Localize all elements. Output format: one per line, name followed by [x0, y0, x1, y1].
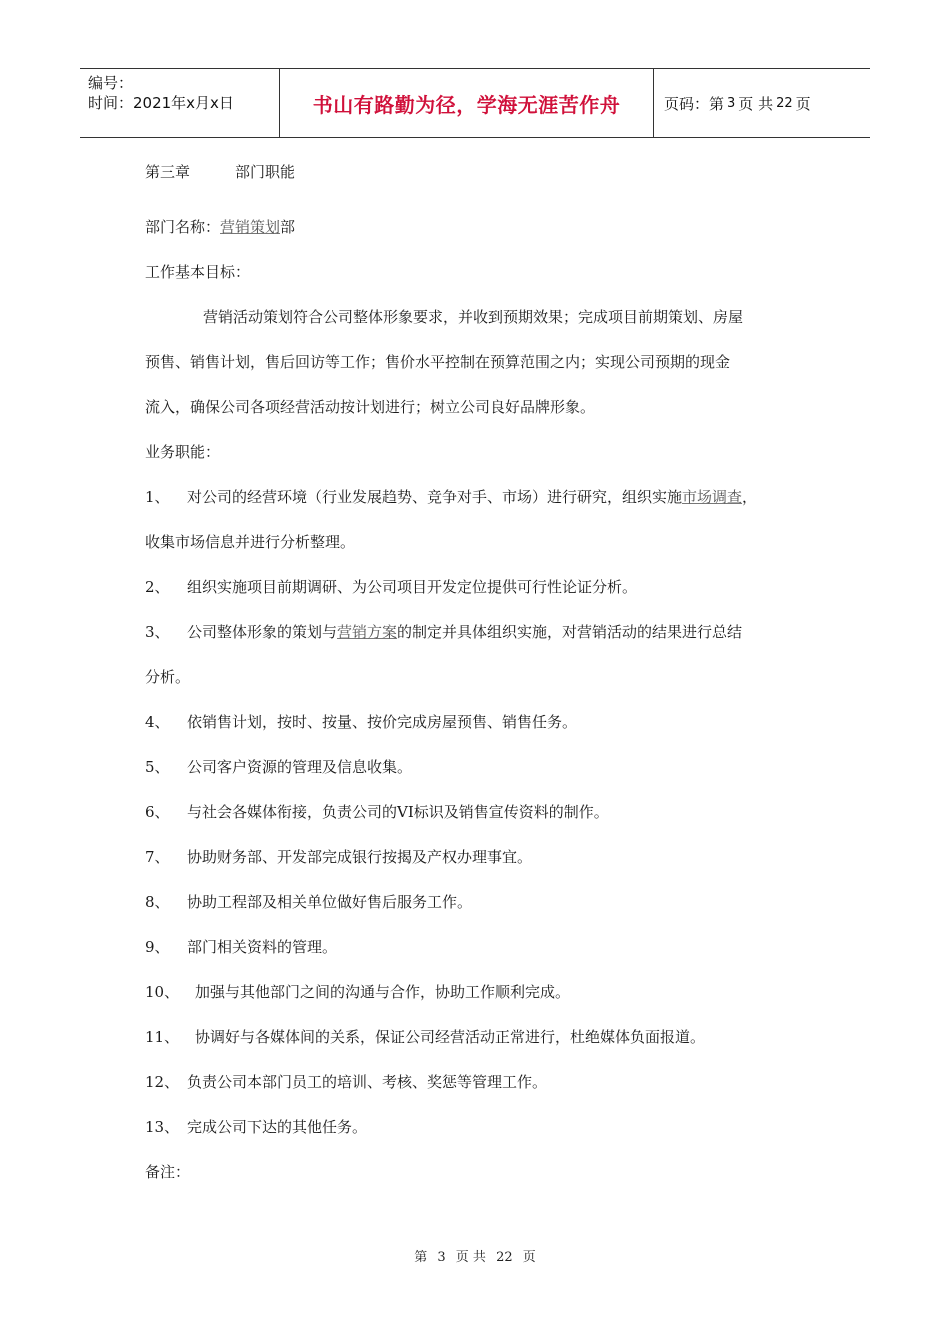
chapter-number: 第三章 — [145, 163, 191, 181]
duty-item-number: 5、 — [145, 758, 170, 776]
header-meta — [80, 69, 280, 137]
duty-item-number: 10、 — [145, 983, 180, 1001]
duty-item-text: 组织实施项目前期调研、为公司项目开发定位提供可行性论证分析。 — [187, 578, 638, 596]
duty-item-number: 8、 — [145, 893, 170, 911]
duty-item-text: 负责公司本部门员工的培训、考核、奖惩等管理工作。 — [187, 1073, 548, 1091]
duty-item-number: 13、 — [145, 1118, 180, 1136]
department-name-suffix: 部 — [280, 218, 296, 236]
department-name-label: 部门名称： — [145, 218, 221, 236]
department-name — [145, 216, 295, 237]
goal-paragraph-line-1: 营销活动策划符合公司整体形象要求，并收到预期效果；完成项目前期策划、房屋 — [203, 308, 744, 326]
document-time-label: 时间：2021年x月x日 — [88, 94, 234, 112]
duty-item-text: 与社会各媒体衔接，负责公司的VI标识及销售宣传资料的制作。 — [187, 803, 609, 821]
goal-paragraph-line-3: 流入，确保公司各项经营活动按计划进行；树立公司良好品牌形象。 — [145, 398, 596, 416]
duty-item-number: 6、 — [145, 803, 170, 821]
department-name-link[interactable]: 营销策划 — [220, 218, 281, 236]
footer-page-current: 3 — [437, 1250, 446, 1265]
header-motto: 书山有路勤为径，学海无涯苦作舟 — [280, 69, 654, 137]
duty-item-4 — [145, 711, 577, 732]
duty-item-text: 对公司的经营环境（行业发展趋势、竞争对手、市场）进行研究，组织实施 — [187, 488, 683, 506]
duty-item-number: 11、 — [145, 1028, 180, 1046]
remarks-label: 备注： — [145, 1163, 191, 1181]
market-research-link[interactable]: 市场调查 — [682, 488, 743, 506]
footer-page-mid: 页 共 — [455, 1250, 486, 1265]
header-page-total: 22 — [776, 95, 793, 111]
duty-item-number: 1、 — [145, 488, 170, 506]
header-page-suffix: 页 — [795, 94, 811, 113]
duty-item-3 — [145, 621, 742, 642]
duty-item-text: 协助财务部、开发部完成银行按揭及产权办理事宜。 — [187, 848, 533, 866]
duty-item-7 — [145, 846, 532, 867]
goal-heading: 工作基本目标： — [145, 263, 251, 281]
chapter-heading — [145, 161, 295, 182]
duty-item-text: 完成公司下达的其他任务。 — [187, 1118, 368, 1136]
duty-item-9 — [145, 936, 337, 957]
footer-page-prefix: 第 — [414, 1250, 428, 1265]
header-page-info — [654, 69, 870, 137]
duty-item-number: 7、 — [145, 848, 170, 866]
duty-item-number: 4、 — [145, 713, 170, 731]
header-page-current: 3 — [727, 95, 736, 111]
duty-item-1 — [145, 486, 757, 507]
duty-item-text-cont: 的制定并具体组织实施，对营销活动的结果进行总结 — [397, 623, 743, 641]
duty-item-1-continued: 收集市场信息并进行分析整理。 — [145, 533, 356, 551]
duty-item-3-continued: 分析。 — [145, 668, 191, 686]
duty-item-5 — [145, 756, 412, 777]
duty-item-2 — [145, 576, 637, 597]
duty-item-number: 9、 — [145, 938, 170, 956]
footer-page-suffix: 页 — [522, 1250, 536, 1265]
duty-item-text: 公司客户资源的管理及信息收集。 — [187, 758, 413, 776]
duty-item-13 — [145, 1116, 367, 1137]
duty-item-text: 依销售计划，按时、按量、按价完成房屋预售、销售任务。 — [187, 713, 578, 731]
duty-item-number: 2、 — [145, 578, 170, 596]
duties-heading: 业务职能： — [145, 443, 221, 461]
document-number-label: 编号： — [88, 74, 134, 92]
chapter-title: 部门职能 — [235, 163, 296, 181]
duty-item-text: 公司整体形象的策划与 — [187, 623, 338, 641]
duty-item-12 — [145, 1071, 547, 1092]
duty-item-11 — [145, 1026, 705, 1047]
footer-page-total: 22 — [496, 1250, 513, 1265]
duty-item-8 — [145, 891, 472, 912]
header-page-mid: 页 共 — [738, 94, 774, 113]
duty-item-text: 协调好与各媒体间的关系，保证公司经营活动正常进行，杜绝媒体负面报道。 — [195, 1028, 706, 1046]
duty-item-text: 协助工程部及相关单位做好售后服务工作。 — [187, 893, 473, 911]
goal-paragraph-line-2: 预售、销售计划，售后回访等工作；售价水平控制在预算范围之内；实现公司预期的现金 — [145, 353, 731, 371]
duty-item-number: 12、 — [145, 1073, 180, 1091]
duty-item-text: 加强与其他部门之间的沟通与合作，协助工作顺利完成。 — [195, 983, 571, 1001]
duty-item-6 — [145, 801, 609, 822]
duty-item-text: 部门相关资料的管理。 — [187, 938, 338, 956]
page-footer — [0, 1246, 950, 1265]
header-page-prefix: 页码：第 — [664, 94, 725, 113]
duty-item-10 — [145, 981, 570, 1002]
duty-item-punct: ， — [742, 488, 758, 506]
page-header — [80, 68, 870, 138]
marketing-plan-link[interactable]: 营销方案 — [337, 623, 398, 641]
duty-item-number: 3、 — [145, 623, 170, 641]
